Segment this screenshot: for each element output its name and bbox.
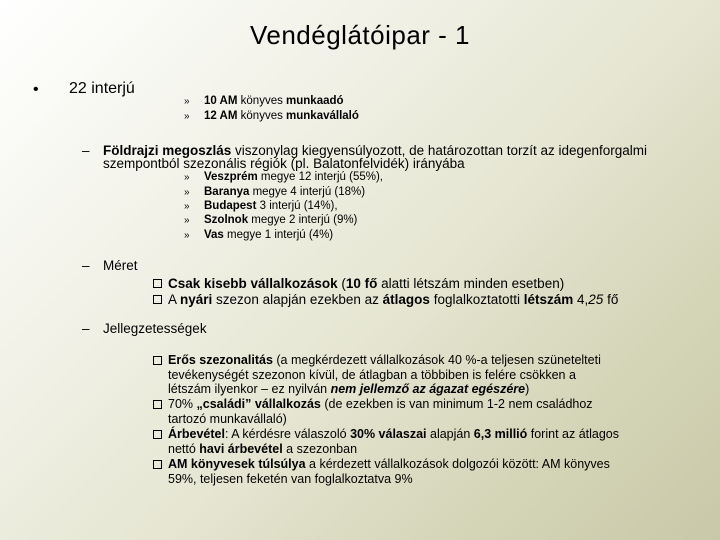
size-heading: Méret	[103, 258, 138, 273]
interview-item: » 12 AM könyves munkavállaló	[184, 110, 359, 122]
chevron-right-icon: »	[184, 172, 190, 183]
feature-item: 70% „családi” vállalkozás (de ezekben is van minimum 1-2 nem családhoz tartozó munkavállaló)	[168, 397, 593, 426]
chevron-right-icon: »	[184, 187, 190, 198]
size-item: A nyári szezon alapján ezekben az átlagos foglalkoztatotti létszám 4,25 fő	[153, 292, 618, 307]
region-item: » Szolnok megye 2 interjú (9%)	[184, 214, 358, 226]
feature-item: Árbevétel: A kérdésre válaszoló 30% válaszai alapján 6,3 millió forint az átlagos nettó havi árbevétel a szezonban	[168, 427, 619, 456]
chevron-right-icon: »	[184, 230, 190, 241]
checkbox-bullet-icon	[153, 400, 162, 409]
region-item: » Budapest 3 interjú (14%),	[184, 200, 338, 212]
chevron-right-icon: »	[184, 201, 190, 212]
dash-mark: –	[82, 143, 90, 158]
checkbox-bullet-icon	[153, 460, 162, 469]
region-item: » Veszprém megye 12 interjú (55%),	[184, 171, 383, 183]
chevron-right-icon: »	[184, 111, 190, 122]
bullet-mark: •	[33, 81, 39, 98]
interview-item: » 10 AM könyves munkaadó	[184, 95, 344, 107]
geo-line-2: szempontból szezonális régiók (pl. Balatonfelvidék) irányába	[103, 156, 465, 171]
chevron-right-icon: »	[184, 96, 190, 107]
size-item: Csak kisebb vállalkozások (10 fő alatti létszám minden esetben)	[153, 276, 564, 291]
chevron-right-icon: »	[184, 215, 190, 226]
region-item: » Vas megye 1 interjú (4%)	[184, 229, 334, 241]
feature-item: AM könyvesek túlsúlya a kérdezett vállalkozások dolgozói között: AM könyves 59%, teljesen feketén van foglalkoztatva 9%	[168, 457, 610, 486]
checkbox-bullet-icon	[153, 279, 162, 288]
dash-mark: –	[82, 258, 90, 273]
region-item: » Baranya megye 4 interjú (18%)	[184, 186, 366, 198]
interviews-heading: 22 interjú	[69, 80, 135, 97]
feature-item: Erős szezonalitás (a megkérdezett vállalkozások 40 %-a teljesen szünetelteti tevékenységét szezonon kívül, de átlagban a többiben is felére csökken a létszám ilyenkor – ez nyilván nem jellemző az ágazat egészére)	[168, 353, 601, 397]
checkbox-bullet-icon	[153, 430, 162, 439]
checkbox-bullet-icon	[153, 295, 162, 304]
slide-title: Vendéglátóipar - 1	[249, 20, 471, 50]
dash-mark: –	[82, 321, 90, 336]
checkbox-bullet-icon	[153, 356, 162, 365]
features-heading: Jellegzetességek	[103, 321, 207, 336]
geo-line-1: Földrajzi megoszlás viszonylag kiegyensúlyozott, de határozottan torzít az idegenforgalmi	[103, 143, 648, 158]
